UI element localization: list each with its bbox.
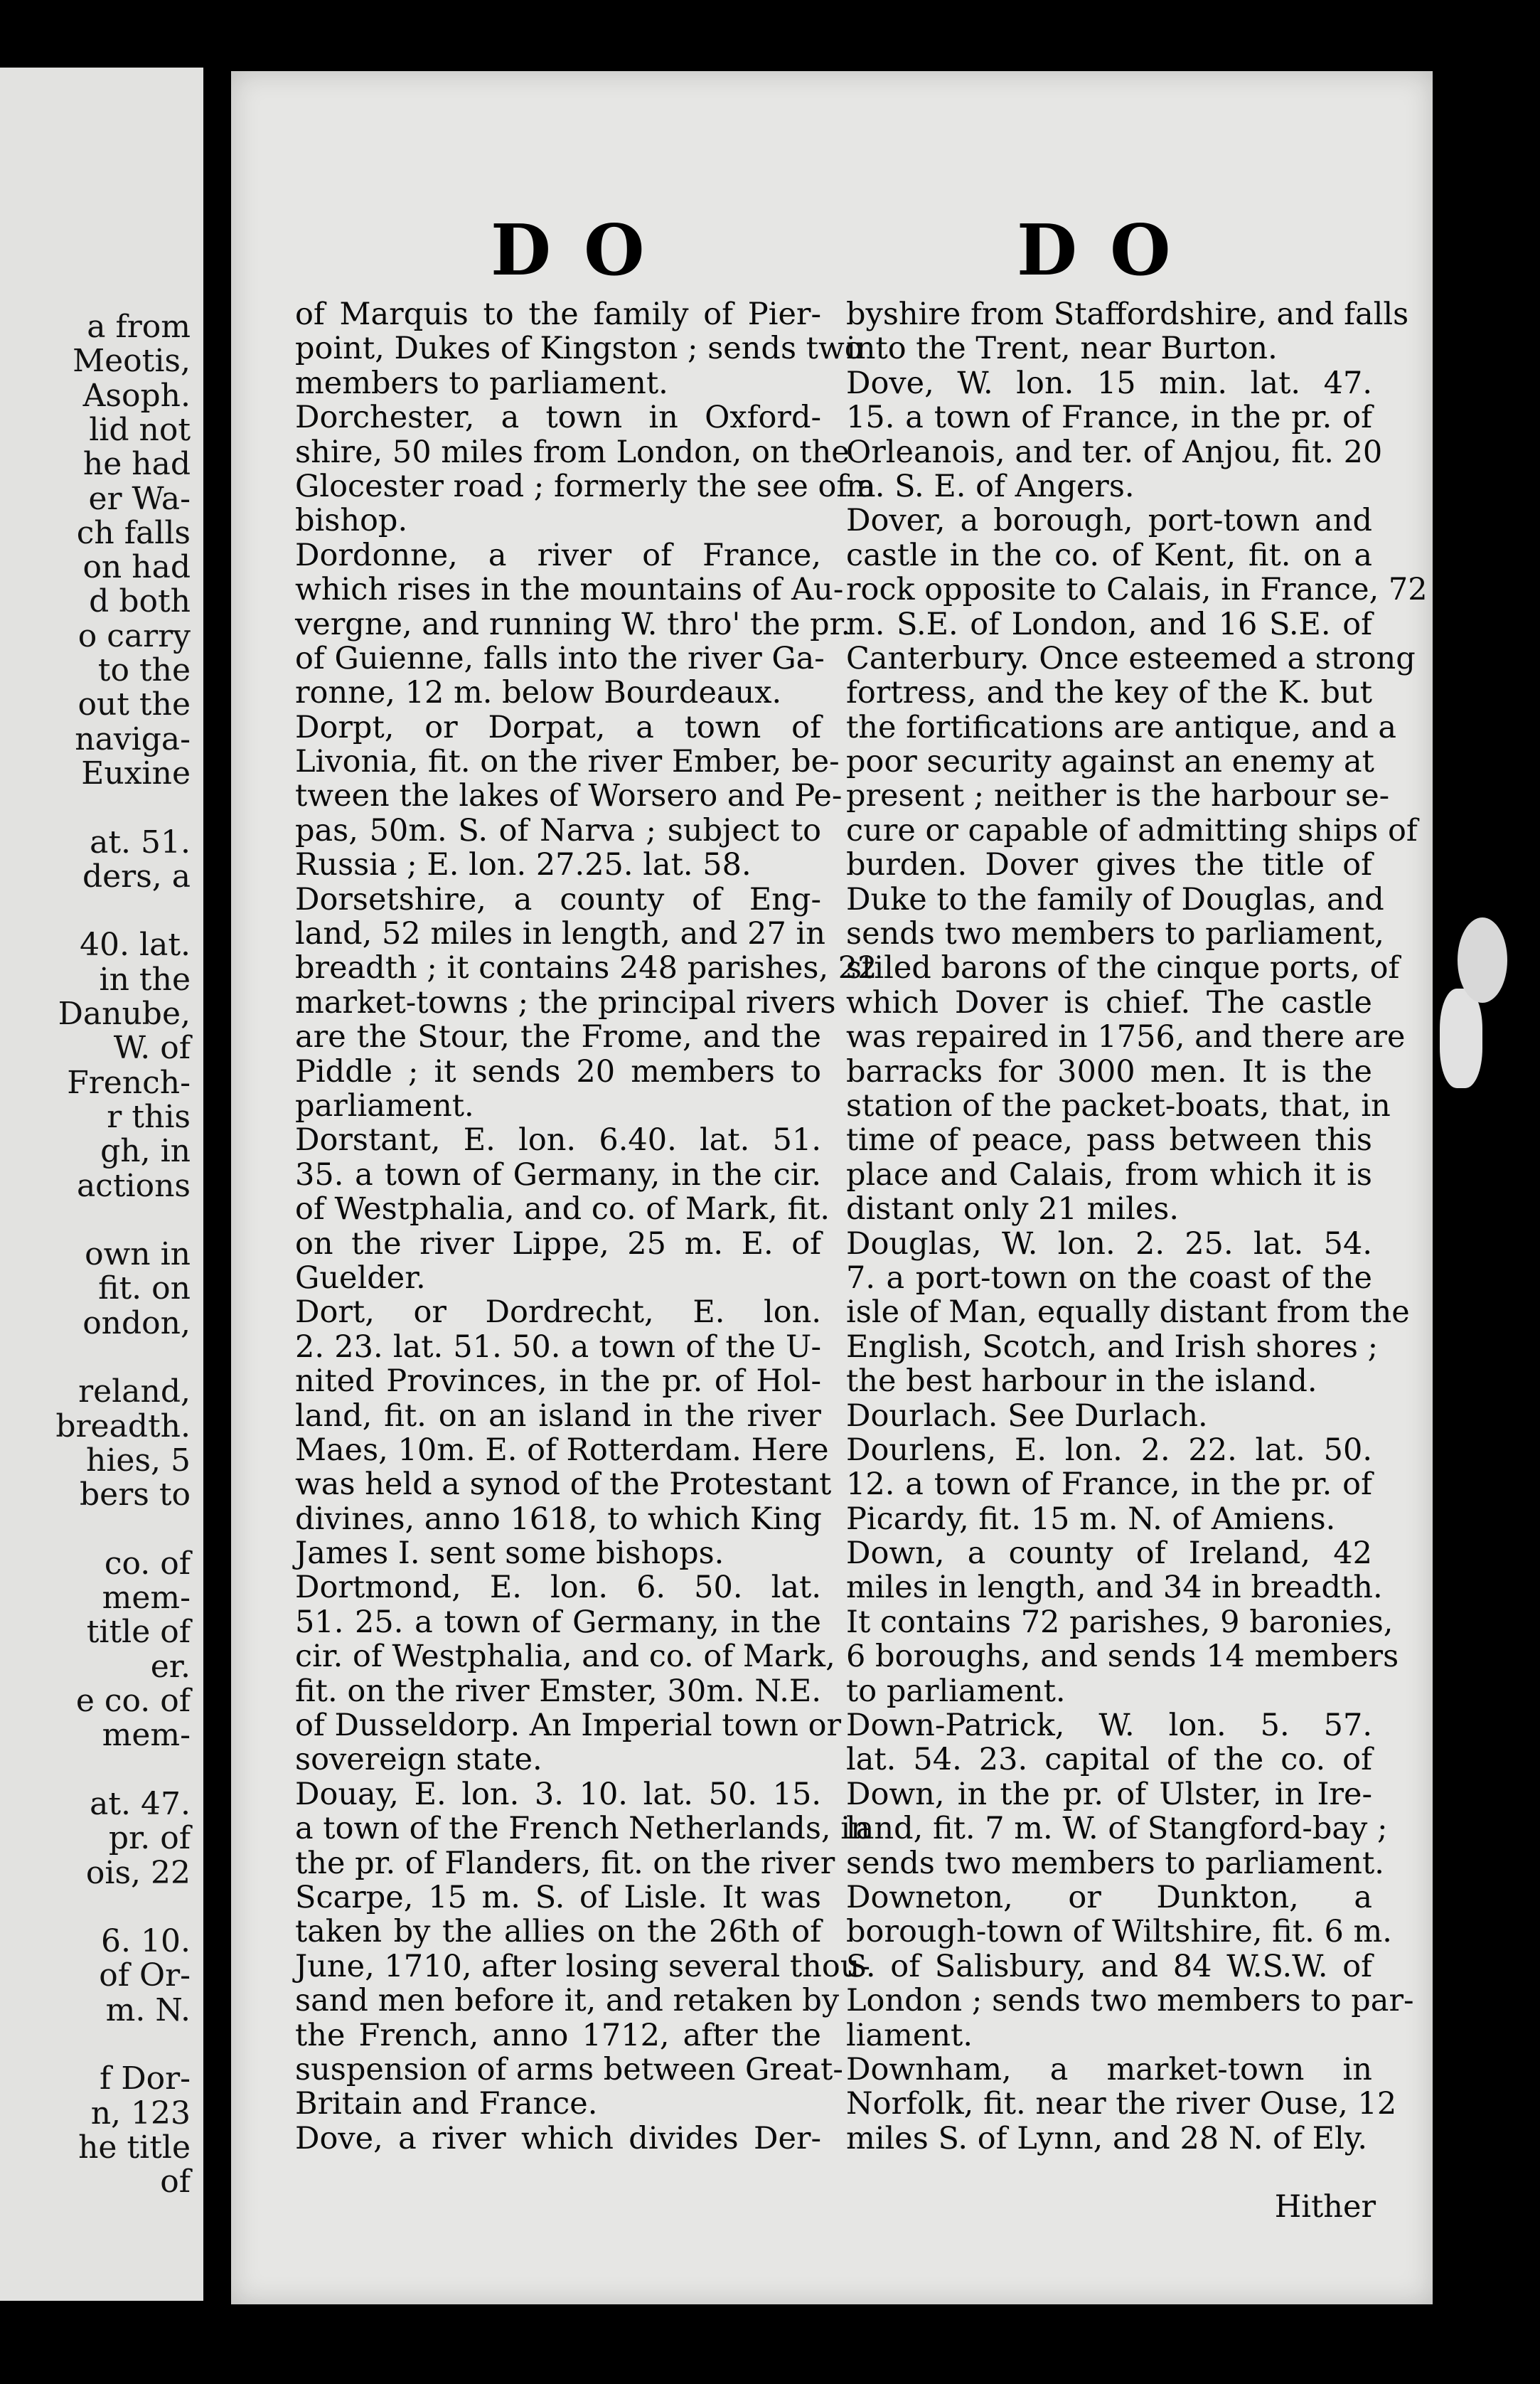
column-right-line: place and Calais, from which it is [846, 1156, 1372, 1193]
column-left-line: of Guienne, falls into the river Ga- [295, 640, 825, 676]
column-right-line: into the Trent, near Burton. [846, 331, 1278, 367]
column-right-line: Down, a county of Ireland, 42 [846, 1536, 1372, 1572]
column-left-line: Scarpe, 15 m. S. of Lisle. It was [295, 1879, 821, 1915]
column-left-line: tween the lakes of Worsero and Pe- [295, 778, 843, 814]
column-right-line: burden. Dover gives the title of [846, 847, 1372, 883]
column-right-line: Down, in the pr. of Ulster, in Ire- [846, 1776, 1372, 1812]
column-left-line: sand men before it, and retaken by [295, 1983, 840, 2019]
column-right-line: sends two members to parliament. [846, 1845, 1384, 1881]
previous-page-line: at. 51. [90, 824, 191, 861]
column-left-line: Douay, E. lon. 3. 10. lat. 50. 15. [295, 1776, 821, 1812]
previous-page-line: at. 47. [90, 1785, 191, 1822]
previous-page-line: e co. of [75, 1683, 191, 1719]
previous-page-line: pr. of [108, 1820, 191, 1857]
column-right-line: borough-town of Wiltshire, fit. 6 m. [846, 1914, 1392, 1950]
previous-page-line: reland, [78, 1373, 191, 1410]
column-right-line: S. of Salisbury, and 84 W.S.W. of [846, 1948, 1372, 1984]
column-right-line: rock opposite to Calais, in France, 72 [846, 572, 1428, 608]
column-left-line: the French, anno 1712, after the [295, 2017, 821, 2053]
column-left-line: Piddle ; it sends 20 members to [295, 1053, 821, 1090]
column-left-line: land, 52 miles in length, and 27 in [295, 916, 825, 952]
previous-page-line: gh, in [100, 1133, 191, 1170]
previous-page-line: Euxine [81, 755, 191, 792]
column-left-line: parliament. [295, 1087, 474, 1124]
column-right-line: time of peace, pass between this [846, 1122, 1372, 1159]
column-left-line: bishop. [295, 503, 408, 539]
column-right-line: the best harbour in the island. [846, 1363, 1317, 1400]
previous-page-line: W. of [113, 1030, 191, 1067]
column-left-line: Livonia, fit. on the river Ember, be- [295, 744, 840, 780]
column-left-line: which rises in the mountains of Au- [295, 572, 844, 608]
column-left-line: 51. 25. a town of Germany, in the [295, 1604, 821, 1640]
column-right-line: Orleanois, and ter. of Anjou, fit. 20 [846, 434, 1383, 470]
previous-page-line: er Wa- [88, 480, 191, 517]
column-right-line: which Dover is chief. The castle [846, 984, 1372, 1021]
previous-page-line: ch falls [76, 514, 191, 551]
running-head-left: D O [491, 210, 649, 292]
paper-flaw [1440, 989, 1482, 1088]
column-left-line: 2. 23. lat. 51. 50. a town of the U- [295, 1329, 821, 1365]
column-left-line: on the river Lippe, 25 m. E. of [295, 1225, 821, 1262]
column-right-line: Dourlach. See Durlach. [846, 1398, 1208, 1434]
previous-page-line: fit. on [98, 1270, 191, 1307]
column-right-line: the fortifications are antique, and a [846, 709, 1397, 745]
previous-page-line: mem- [102, 1717, 191, 1754]
column-right-line: Picardy, fit. 15 m. N. of Amiens. [846, 1501, 1336, 1537]
previous-page-line: a from [87, 309, 191, 345]
column-left-line: members to parliament. [295, 365, 668, 401]
column-left-line: suspension of arms between Great- [295, 2051, 843, 2087]
previous-page-line: out the [77, 686, 191, 723]
column-right-line: Down-Patrick, W. lon. 5. 57. [846, 1708, 1372, 1744]
column-left-line: James I. sent some bishops. [295, 1536, 724, 1572]
column-left-line: June, 1710, after losing several thou- [295, 1948, 870, 1984]
column-right [846, 297, 1428, 2156]
previous-page-line: ders, a [82, 858, 191, 895]
column-left-line: of Marquis to the family of Pier- [295, 297, 821, 332]
column-right-line: Duke to the family of Douglas, and [846, 881, 1384, 917]
previous-page-line: 40. lat. [80, 927, 191, 964]
catchword: Hither [1274, 2189, 1376, 2225]
column-left-line: Dove, a river which divides Der- [295, 2120, 821, 2156]
previous-page-line: bers to [80, 1476, 191, 1513]
column-left-line: a town of the French Netherlands, in [295, 1811, 870, 1847]
previous-page-line: mem- [102, 1580, 191, 1617]
column-left-line: taken by the allies on the 26th of [295, 1914, 821, 1950]
column-right-line: isle of Man, equally distant from the [846, 1294, 1410, 1331]
previous-page-line: naviga- [75, 720, 191, 757]
column-left-line: point, Dukes of Kingston ; sends two [295, 331, 863, 367]
column-right-line: castle in the co. of Kent, fit. on a [846, 537, 1372, 573]
previous-page-line: actions [76, 1167, 191, 1204]
column-right-line: Norfolk, fit. near the river Ouse, 12 [846, 2086, 1397, 2122]
column-left-line: Maes, 10m. E. of Rotterdam. Here [295, 1432, 829, 1468]
column-left-line: Dorsetshire, a county of Eng- [295, 881, 821, 917]
column-left-line: are the Stour, the Frome, and the [295, 1019, 821, 1055]
previous-page-line: Asoph. [82, 377, 191, 414]
previous-page-line: breadth. [55, 1407, 191, 1444]
column-left-line: vergne, and running W. thro' the pr. [295, 606, 851, 642]
column-left-line: Dortmond, E. lon. 6. 50. lat. [295, 1570, 821, 1606]
column-right-line: liament. [846, 2017, 973, 2053]
column-left-line: Dorstant, E. lon. 6.40. lat. 51. [295, 1122, 821, 1159]
book-page [231, 71, 1433, 2304]
column-right-line: lat. 54. 23. capital of the co. of [846, 1742, 1372, 1778]
previous-page-line: he had [82, 446, 191, 483]
column-left-line: fit. on the river Emster, 30m. N.E. [295, 1673, 821, 1709]
previous-page-line: he title [78, 2129, 191, 2166]
column-left-line: nited Provinces, in the pr. of Hol- [295, 1363, 821, 1400]
previous-page-line: Meotis, [73, 343, 191, 380]
previous-page-line: er. [150, 1648, 191, 1685]
column-right-line: London ; sends two members to par- [846, 1983, 1414, 2019]
previous-page-line: hies, 5 [86, 1442, 191, 1479]
column-right-line: sends two members to parliament, [846, 916, 1384, 952]
column-left-line: breadth ; it contains 248 parishes, 22 [295, 950, 877, 986]
column-right-line: station of the packet-boats, that, in [846, 1087, 1391, 1124]
column-left-line: shire, 50 miles from London, on the [295, 434, 850, 470]
column-right-line: Dove, W. lon. 15 min. lat. 47. [846, 365, 1372, 401]
previous-page-line: ondon, [82, 1304, 191, 1341]
column-left-line: 35. a town of Germany, in the cir. [295, 1156, 821, 1193]
column-right-line: to parliament. [846, 1673, 1066, 1709]
previous-page-line: of [160, 2164, 191, 2201]
previous-page-line: d both [89, 583, 191, 620]
previous-page-line: own in [85, 1236, 191, 1273]
column-left-line: Dort, or Dordrecht, E. lon. [295, 1294, 821, 1331]
column-left-line: Dorchester, a town in Oxford- [295, 400, 821, 436]
column-left-line: Dorpt, or Dorpat, a town of [295, 709, 821, 745]
column-left-line: ronne, 12 m. below Bourdeaux. [295, 675, 782, 711]
column-right-line: miles S. of Lynn, and 28 N. of Ely. [846, 2120, 1367, 2156]
column-right-line: Dover, a borough, port-town and [846, 503, 1372, 539]
column-left-line: Dordonne, a river of France, [295, 537, 821, 573]
column-right-line: stiled barons of the cinque ports, of [846, 950, 1400, 986]
column-right-line: miles in length, and 34 in breadth. [846, 1570, 1383, 1606]
previous-page-line: Danube, [58, 996, 191, 1032]
column-right-line: m. S. E. of Angers. [846, 468, 1135, 504]
previous-page-line: in the [99, 961, 191, 998]
previous-page-line: m. N. [105, 1991, 191, 2028]
column-right-line: m. S.E. of London, and 16 S.E. of [846, 606, 1372, 642]
column-left-line: of Dusseldorp. An Imperial town or [295, 1708, 842, 1744]
previous-page-line: co. of [104, 1545, 191, 1582]
column-right-line: poor security against an enemy at [846, 744, 1374, 780]
previous-page-line: n, 123 [90, 2095, 191, 2132]
column-left-line: market-towns ; the principal rivers [295, 984, 836, 1021]
column-left-line: sovereign state. [295, 1742, 542, 1778]
previous-page-line: o carry [77, 617, 191, 654]
column-right-line: Downham, a market-town in [846, 2051, 1372, 2087]
column-left [295, 297, 877, 2156]
previous-page-line: r this [107, 1098, 191, 1135]
previous-page-line: to the [97, 652, 191, 688]
previous-page-line: on had [82, 549, 191, 586]
column-right-line: barracks for 3000 men. It is the [846, 1053, 1372, 1090]
previous-page-line: of Or- [99, 1957, 191, 1994]
column-left-line: Russia ; E. lon. 27.25. lat. 58. [295, 847, 752, 883]
column-left-line: the pr. of Flanders, fit. on the river [295, 1845, 835, 1881]
column-right-line: 12. a town of France, in the pr. of [846, 1467, 1372, 1503]
column-right-line: It contains 72 parishes, 9 baronies, [846, 1604, 1394, 1640]
column-left-line: Glocester road ; formerly the see of a [295, 468, 876, 504]
column-right-line: 15. a town of France, in the pr. of [846, 400, 1372, 436]
column-right-line: distant only 21 miles. [846, 1191, 1180, 1228]
column-left-line: cir. of Westphalia, and co. of Mark, [295, 1639, 835, 1675]
column-left-line: was held a synod of the Protestant [295, 1467, 832, 1503]
column-right-line: English, Scotch, and Irish shores ; [846, 1329, 1379, 1365]
column-left-line: of Westphalia, and co. of Mark, fit. [295, 1191, 830, 1228]
previous-page-line: f Dor- [100, 2060, 191, 2097]
column-left-line: land, fit. on an island in the river [295, 1398, 821, 1434]
previous-page-line: 6. 10. [101, 1923, 191, 1960]
column-right-line: Douglas, W. lon. 2. 25. lat. 54. [846, 1225, 1372, 1262]
previous-page-fragment [0, 68, 203, 2301]
column-left-line: divines, anno 1618, to which King [295, 1501, 822, 1537]
column-left-line: Guelder. [295, 1260, 426, 1296]
previous-page-line: French- [67, 1064, 191, 1101]
column-right-line: 7. a port-town on the coast of the [846, 1260, 1372, 1296]
running-head-right: D O [1017, 210, 1175, 292]
column-right-line: Dourlens, E. lon. 2. 22. lat. 50. [846, 1432, 1372, 1468]
column-right-line: land, fit. 7 m. W. of Stangford-bay ; [846, 1811, 1388, 1847]
column-right-line: fortress, and the key of the K. but [846, 675, 1372, 711]
column-right-line: present ; neither is the harbour se- [846, 778, 1390, 814]
previous-page-line: title of [86, 1614, 191, 1651]
column-left-line: Britain and France. [295, 2086, 598, 2122]
column-left-line: pas, 50m. S. of Narva ; subject to [295, 812, 821, 848]
column-right-line: cure or capable of admitting ships of [846, 812, 1418, 848]
previous-page-line: ois, 22 [85, 1854, 191, 1891]
column-right-line: byshire from Staffordshire, and falls [846, 297, 1409, 332]
column-right-line: was repaired in 1756, and there are [846, 1019, 1406, 1055]
column-right-line: Canterbury. Once esteemed a strong [846, 640, 1416, 676]
edge-flaw [1458, 917, 1507, 1003]
previous-page-line: lid not [89, 411, 191, 448]
column-right-line: 6 boroughs, and sends 14 members [846, 1639, 1399, 1675]
column-right-line: Downeton, or Dunkton, a [846, 1879, 1372, 1915]
